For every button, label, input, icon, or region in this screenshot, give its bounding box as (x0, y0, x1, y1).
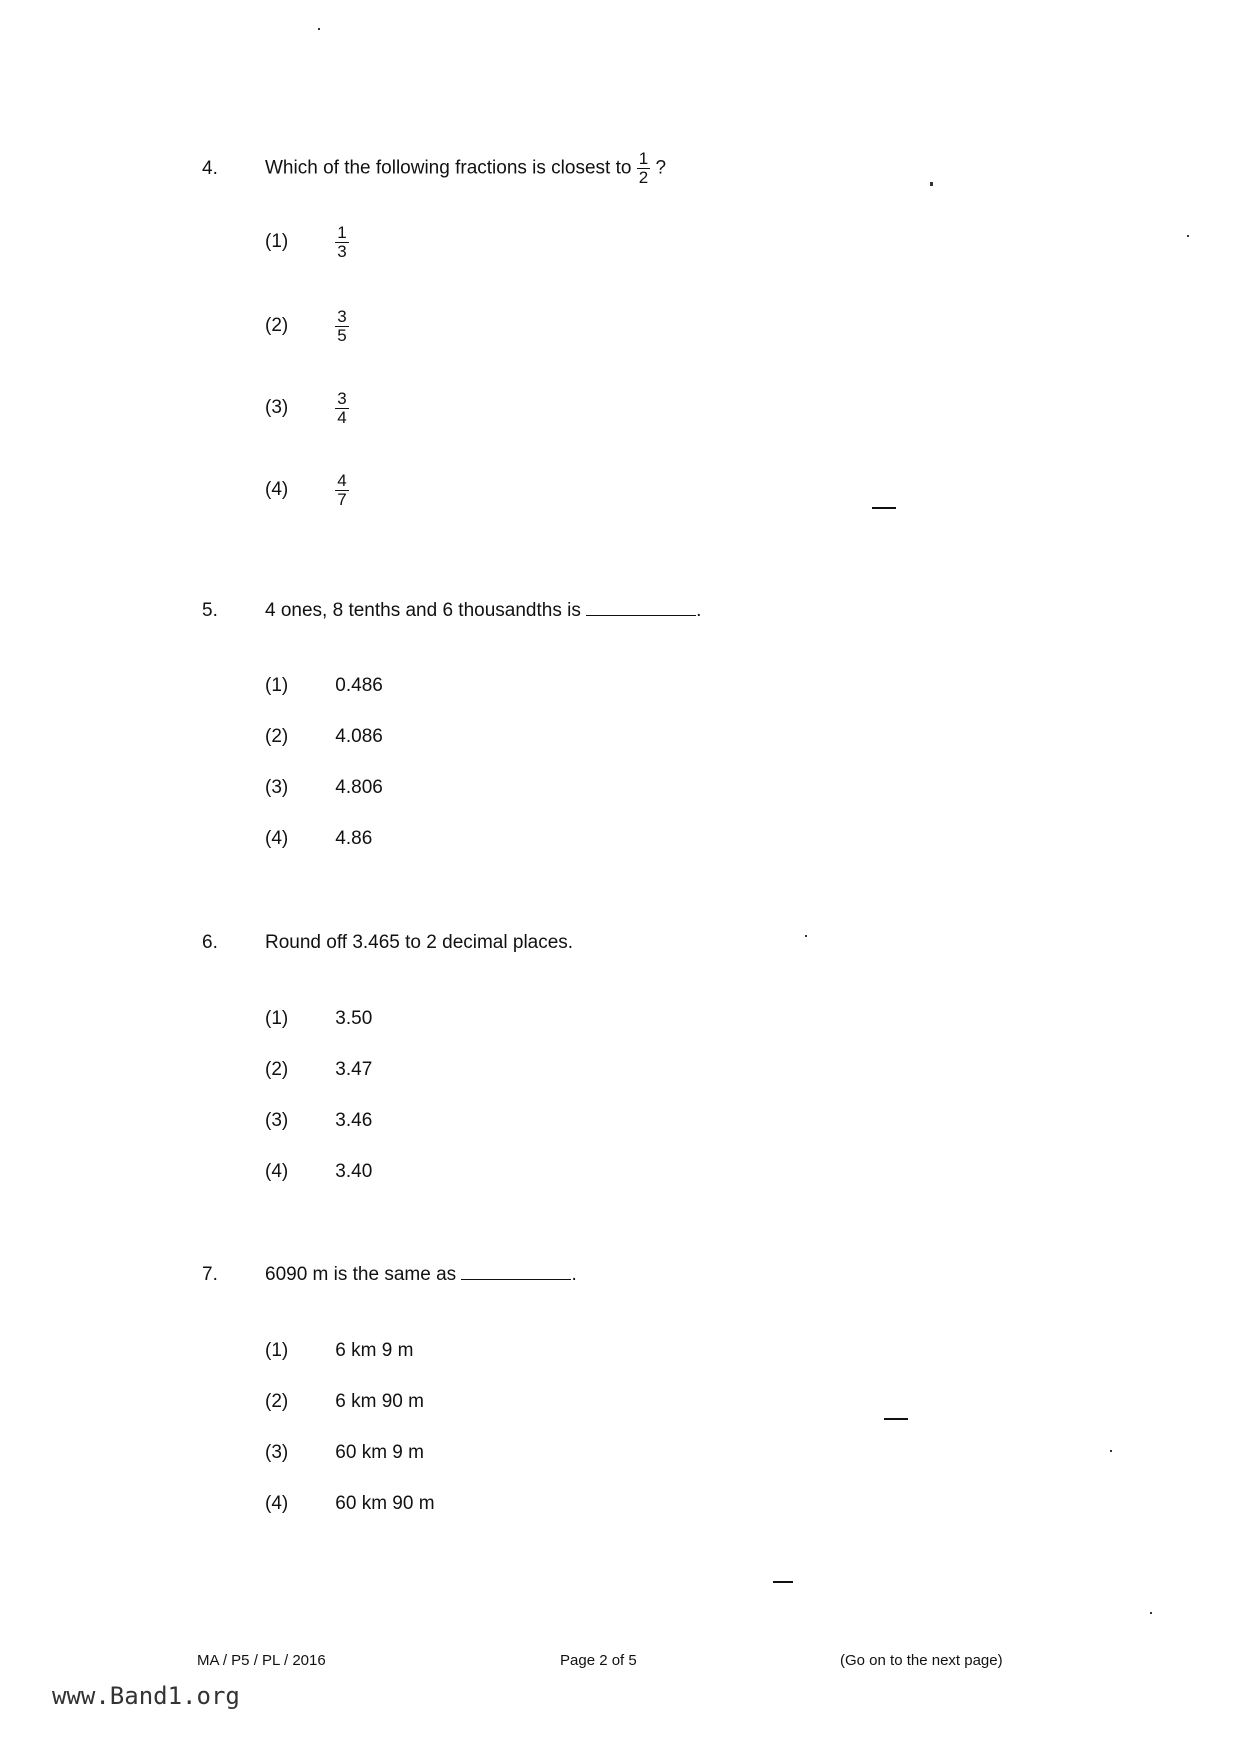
scan-mark (884, 1418, 908, 1420)
option-value: 4.806 (335, 777, 383, 798)
fraction-denominator: 2 (638, 167, 649, 187)
fraction-denominator: 5 (337, 325, 347, 345)
scan-mark (872, 507, 896, 509)
option-6-4[interactable] (265, 1161, 372, 1183)
option-7-3[interactable] (265, 1442, 424, 1464)
question-text-body: 4 ones, 8 tenths and 6 thousandths is (265, 600, 581, 621)
fraction-denominator: 7 (337, 489, 347, 509)
question-number: 5. (202, 600, 218, 621)
question-number: 4. (202, 158, 218, 179)
fraction-numerator: 4 (337, 471, 347, 490)
option-5-4[interactable] (265, 828, 372, 850)
option-6-1[interactable] (265, 1008, 372, 1030)
footer-next-page: (Go on to the next page) (840, 1652, 1003, 1669)
option-label: (3) (265, 1442, 289, 1463)
footer-page-number: Page 2 of 5 (560, 1652, 637, 1669)
option-7-2[interactable] (265, 1391, 424, 1413)
option-value: 0.486 (335, 675, 383, 696)
question-text: 6090 m is the same as . (265, 1264, 577, 1285)
option-6-3[interactable] (265, 1110, 372, 1132)
option-label: (2) (265, 315, 289, 337)
option-7-1[interactable] (265, 1340, 413, 1362)
option-label: (4) (265, 828, 289, 849)
option-5-2[interactable] (265, 726, 383, 748)
fraction-numerator: 3 (337, 307, 347, 326)
scan-speck (318, 28, 320, 30)
option-value: 3.50 (335, 1008, 373, 1029)
fraction-numerator: 1 (638, 149, 649, 168)
question-text-after: ? (655, 157, 667, 179)
scan-speck (1187, 235, 1189, 237)
question-text (265, 150, 666, 187)
question-number: 7. (202, 1264, 218, 1285)
option-value: 3.46 (335, 1110, 373, 1131)
option-label: (1) (265, 1340, 289, 1361)
question-text: 4 ones, 8 tenths and 6 thousandths is . (265, 600, 702, 621)
question-fraction (637, 150, 650, 187)
option-value: 60 km 9 m (335, 1442, 424, 1463)
footer-code: MA / P5 / PL / 2016 (197, 1652, 326, 1669)
option-fraction (335, 308, 348, 345)
answer-blank (586, 601, 696, 616)
scan-speck (805, 935, 807, 937)
option-6-2[interactable] (265, 1059, 372, 1081)
option-value: 6 km 90 m (335, 1391, 424, 1412)
option-5-3[interactable] (265, 777, 383, 799)
fraction-numerator: 1 (337, 223, 347, 242)
option-value: 4.086 (335, 726, 383, 747)
fraction-denominator: 4 (337, 407, 347, 427)
option-value: 60 km 90 m (335, 1493, 435, 1514)
option-label: (4) (265, 1161, 289, 1182)
option-label: (3) (265, 1110, 289, 1131)
scan-mark (773, 1581, 793, 1583)
option-4-3[interactable] (265, 390, 349, 427)
option-label: (1) (265, 231, 289, 253)
question-text-before: Which of the following fractions is closest to (265, 157, 632, 179)
scan-speck (1150, 1612, 1152, 1614)
scan-speck (1110, 1450, 1112, 1452)
question-number: 6. (202, 932, 218, 953)
option-7-4[interactable] (265, 1493, 435, 1515)
option-value: 3.40 (335, 1161, 373, 1182)
option-fraction (335, 224, 348, 261)
option-value: 4.86 (335, 828, 373, 849)
watermark: www.Band1.org (52, 1682, 240, 1710)
option-4-2[interactable] (265, 308, 349, 345)
option-4-4[interactable] (265, 472, 349, 509)
option-4-1[interactable] (265, 224, 349, 261)
option-label: (3) (265, 397, 289, 419)
option-5-1[interactable] (265, 675, 383, 697)
option-label: (3) (265, 777, 289, 798)
fraction-numerator: 3 (337, 389, 347, 408)
option-label: (2) (265, 1391, 289, 1412)
option-value: 6 km 9 m (335, 1340, 414, 1361)
option-fraction (335, 472, 348, 509)
option-label: (4) (265, 1493, 289, 1514)
option-label: (1) (265, 675, 289, 696)
question-text: Round off 3.465 to 2 decimal places. (265, 932, 574, 953)
answer-blank (461, 1265, 571, 1280)
option-fraction (335, 390, 348, 427)
question-text-body: 6090 m is the same as (265, 1264, 457, 1285)
fraction-denominator: 3 (337, 241, 347, 261)
scan-speck (930, 182, 933, 186)
option-label: (4) (265, 479, 289, 501)
option-label: (1) (265, 1008, 289, 1029)
option-label: (2) (265, 1059, 289, 1080)
option-value: 3.47 (335, 1059, 373, 1080)
option-label: (2) (265, 726, 289, 747)
